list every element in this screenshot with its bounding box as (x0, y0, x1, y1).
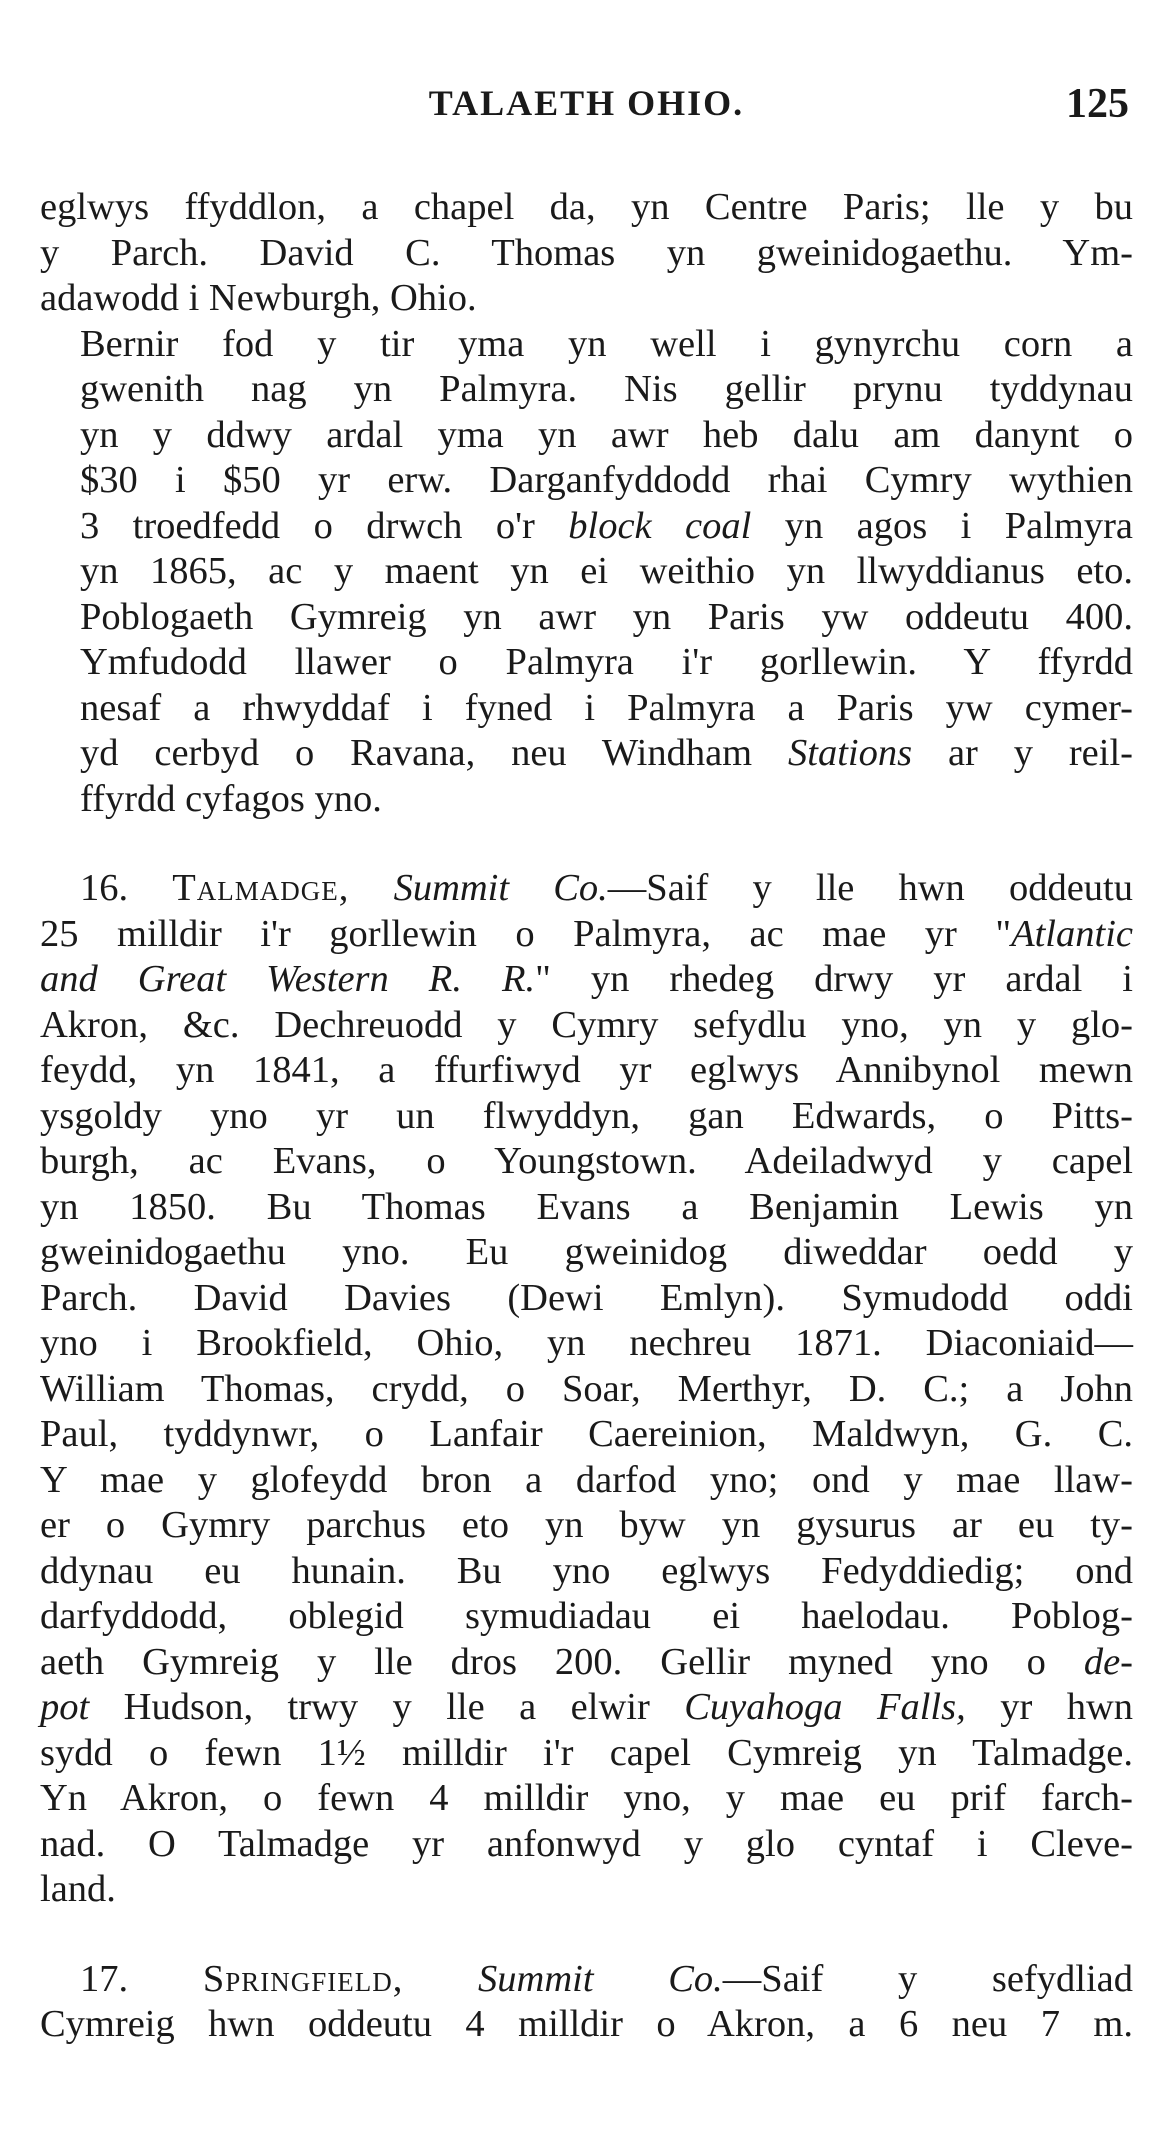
text-line: Ymfudodd llawer o Palmyra i'r gorllewin. Y ffyrdd (80, 641, 1133, 683)
text-run: ar y reil- (947, 732, 1133, 774)
page-number: 125 (1066, 81, 1129, 127)
text-line: Parch. David Davies (Dewi Emlyn). Symudodd oddi (40, 1276, 1133, 1319)
text-run: 3 troedfedd o drwch o'r (80, 504, 535, 547)
text-line: land. (40, 1868, 116, 1910)
text-line: ffyrdd cyfagos yno. (80, 777, 382, 820)
paragraph-bernir (40, 322, 1133, 823)
text-run: Hudson, trwy y lle a elwir (123, 1686, 650, 1728)
text-line: ysgoldy yno yr un flwyddyn, gan Edwards, o Pitts- (40, 1094, 1133, 1137)
running-title: TALAETH OHIO. (428, 83, 745, 123)
text-line: Poblogaeth Gymreig yn awr yn Paris yw oddeutu 400. (80, 595, 1133, 638)
text-line: yn y ddwy ardal yma yn awr heb dalu am danynt o (80, 413, 1133, 456)
paragraph-gap (40, 822, 1133, 866)
text-line: Paul, tyddynwr, o Lanfair Caereinion, Maldwyn, G. C. (40, 1413, 1133, 1455)
text-line: Yn Akron, o fewn 4 milldir yno, y mae eu prif farch- (40, 1777, 1133, 1819)
text-line: yno i Brookfield, Ohio, yn nechreu 1871. Diaconiaid— (40, 1322, 1133, 1364)
text-line: Akron, &c. Dechreuodd y Cymry sefydlu yno, yn y glo- (40, 1003, 1133, 1046)
text-line: Cymreig hwn oddeutu 4 milldir o Akron, a 6 neu 7 m. (40, 2003, 1133, 2045)
text-run: yd cerbyd o Ravana, neu Windham (80, 732, 753, 774)
text-line: gwenith nag yn Palmyra. Nis gellir prynu tyddynau (80, 368, 1133, 410)
text-line (40, 504, 1133, 550)
paragraph-continuation (40, 185, 1133, 322)
place-name: Springfield, (202, 1957, 404, 2000)
italic-term: Atlantic (1011, 912, 1133, 955)
text-line: er o Gymry parchus eto yn byw yn gysurus ar eu ty- (40, 1504, 1133, 1546)
entry-heading-line (40, 866, 1133, 912)
italic-term: Cuyahoga Falls, (684, 1686, 966, 1728)
text-line (40, 957, 1133, 1003)
entry-springfield (40, 1957, 1133, 2048)
entry-heading-line (40, 1957, 1133, 2003)
book-page (40, 0, 1133, 2137)
text-run: —Saif y lle hwn oddeutu (607, 867, 1133, 909)
text-run: " yn rhedeg drwy yr ardal i (535, 958, 1133, 1000)
text-line: gweinidogaethu yno. Eu gweinidog diweddar oedd y (40, 1231, 1133, 1273)
text-run: yn agos i Palmyra (784, 504, 1133, 547)
text-line (40, 1685, 1133, 1731)
paragraph-gap (40, 1913, 1133, 1957)
text-line: feydd, yn 1841, a ffurfiwyd yr eglwys Annibynol mewn (40, 1049, 1133, 1091)
text-line: darfyddodd, oblegid symudiadau ei haelodau. Poblog- (40, 1595, 1133, 1637)
text-run: 25 milldir i'r gorllewin o Palmyra, ac mae yr " (40, 912, 1012, 955)
italic-term: pot (40, 1686, 90, 1728)
italic-term: block coal (568, 504, 752, 547)
italic-term: de- (1083, 1640, 1133, 1683)
text-line: nad. O Talmadge yr anfonwyd y glo cyntaf i Cleve- (40, 1822, 1133, 1865)
italic-term: and Great Western R. R. (40, 958, 536, 1000)
text-line: eglwys ffyddlon, a chapel da, yn Centre Paris; lle y bu (40, 186, 1133, 228)
text-run: —Saif y sefydliad (722, 1957, 1134, 2000)
text-line (40, 912, 1133, 958)
text-line: Y mae y glofeydd bron a darfod yno; ond y mae llaw- (40, 1458, 1133, 1501)
text-line: yn 1850. Bu Thomas Evans a Benjamin Lewis yn (40, 1185, 1133, 1228)
entry-number: 17. (80, 1957, 129, 2000)
county-name: Summit Co. (393, 867, 608, 909)
text-line: William Thomas, crydd, o Soar, Merthyr, D. C.; a John (40, 1367, 1133, 1410)
text-line: nesaf a rhwyddaf i fyned i Palmyra a Paris yw cymer- (80, 686, 1133, 729)
text-line: adawodd i Newburgh, Ohio. (40, 277, 477, 319)
text-line: ddynau eu hunain. Bu yno eglwys Fedyddiedig; ond (40, 1549, 1133, 1592)
body-text (40, 185, 1133, 2048)
text-run: aeth Gymreig y lle dros 200. Gellir myned yno o (40, 1640, 1046, 1683)
entry-talmadge (40, 866, 1133, 1913)
entry-number: 16. (80, 867, 129, 909)
county-name: Summit Co. (478, 1957, 723, 2000)
text-line (40, 1640, 1133, 1686)
text-line: y Parch. David C. Thomas yn gweinidogaethu. Ym- (40, 231, 1133, 274)
italic-term: Stations (788, 732, 913, 774)
text-run: yr hwn (1000, 1686, 1134, 1728)
text-line: burgh, ac Evans, o Youngstown. Adeiladwyd y capel (40, 1140, 1133, 1182)
text-line: yn 1865, ac y maent yn ei weithio yn llwyddianus eto. (80, 550, 1133, 592)
text-line (40, 731, 1133, 777)
text-line: Bernir fod y tir yma yn well i gynyrchu corn a (80, 322, 1133, 365)
running-head (40, 82, 1133, 142)
text-line: $30 i $50 yr erw. Darganfyddodd rhai Cymry wythien (80, 459, 1133, 501)
place-name: Talmadge, (172, 867, 350, 909)
text-line: sydd o fewn 1½ milldir i'r capel Cymreig yn Talmadge. (40, 1731, 1133, 1774)
